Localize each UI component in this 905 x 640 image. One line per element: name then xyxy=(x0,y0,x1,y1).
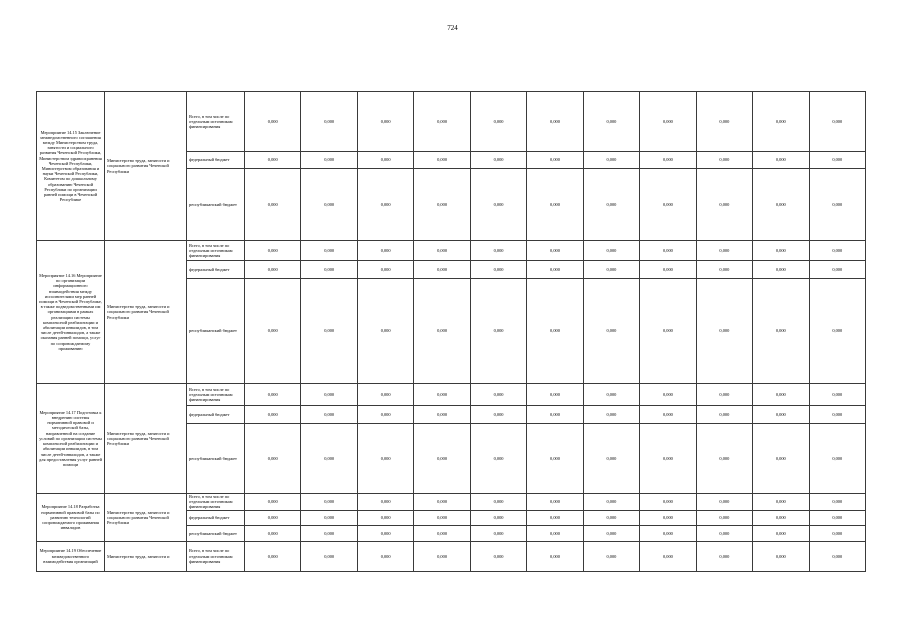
value-cell: 0,000 xyxy=(470,169,526,241)
value-cell: 0,000 xyxy=(696,494,752,511)
value-cell: 0,000 xyxy=(245,510,301,525)
value-cell: 0,000 xyxy=(753,261,809,279)
value-cell: 0,000 xyxy=(583,92,639,152)
value-cell: 0,000 xyxy=(357,406,413,424)
value-cell: 0,000 xyxy=(245,424,301,494)
value-cell: 0,000 xyxy=(301,494,357,511)
executor-cell: Министерство труда, занятости и социального развития Чеченской Республики xyxy=(105,241,187,384)
value-cell: 0,000 xyxy=(696,541,752,571)
table-row xyxy=(37,384,866,406)
value-cell: 0,000 xyxy=(696,525,752,541)
value-cell: 0,000 xyxy=(414,525,470,541)
value-cell: 0,000 xyxy=(470,152,526,169)
value-cell: 0,000 xyxy=(301,406,357,424)
value-cell: 0,000 xyxy=(414,406,470,424)
value-cell: 0,000 xyxy=(470,541,526,571)
funding-source-cell: Всего, в том числе по отдельным источникам финансирования xyxy=(187,92,245,152)
value-cell: 0,000 xyxy=(527,92,583,152)
value-cell: 0,000 xyxy=(696,152,752,169)
value-cell: 0,000 xyxy=(414,424,470,494)
value-cell: 0,000 xyxy=(753,384,809,406)
value-cell: 0,000 xyxy=(696,92,752,152)
value-cell: 0,000 xyxy=(753,494,809,511)
value-cell: 0,000 xyxy=(301,169,357,241)
value-cell: 0,000 xyxy=(640,541,696,571)
value-cell: 0,000 xyxy=(696,279,752,384)
value-cell: 0,000 xyxy=(527,152,583,169)
value-cell: 0,000 xyxy=(583,510,639,525)
value-cell: 0,000 xyxy=(640,279,696,384)
value-cell: 0,000 xyxy=(583,494,639,511)
value-cell: 0,000 xyxy=(470,261,526,279)
value-cell: 0,000 xyxy=(301,525,357,541)
value-cell: 0,000 xyxy=(696,384,752,406)
value-cell: 0,000 xyxy=(696,169,752,241)
value-cell: 0,000 xyxy=(583,525,639,541)
value-cell: 0,000 xyxy=(527,241,583,261)
value-cell: 0,000 xyxy=(640,406,696,424)
value-cell: 0,000 xyxy=(640,424,696,494)
value-cell: 0,000 xyxy=(809,152,865,169)
value-cell: 0,000 xyxy=(470,406,526,424)
value-cell: 0,000 xyxy=(753,510,809,525)
value-cell: 0,000 xyxy=(640,261,696,279)
value-cell: 0,000 xyxy=(245,92,301,152)
funding-source-cell: федеральный бюджет xyxy=(187,406,245,424)
value-cell: 0,000 xyxy=(753,169,809,241)
value-cell: 0,000 xyxy=(583,406,639,424)
value-cell: 0,000 xyxy=(696,241,752,261)
value-cell: 0,000 xyxy=(414,169,470,241)
value-cell: 0,000 xyxy=(527,406,583,424)
budget-table xyxy=(36,91,866,572)
value-cell: 0,000 xyxy=(470,525,526,541)
executor-cell: Министерство труда, занятости и xyxy=(105,541,187,571)
table-row xyxy=(37,92,866,152)
value-cell: 0,000 xyxy=(470,92,526,152)
value-cell: 0,000 xyxy=(753,279,809,384)
value-cell: 0,000 xyxy=(696,424,752,494)
value-cell: 0,000 xyxy=(753,152,809,169)
value-cell: 0,000 xyxy=(640,510,696,525)
value-cell: 0,000 xyxy=(301,152,357,169)
value-cell: 0,000 xyxy=(527,279,583,384)
measure-cell: Мероприятие 14.19 Обеспечение межведомственного взаимодействия организаций xyxy=(37,541,105,571)
value-cell: 0,000 xyxy=(245,241,301,261)
value-cell: 0,000 xyxy=(583,169,639,241)
value-cell: 0,000 xyxy=(357,384,413,406)
value-cell: 0,000 xyxy=(301,92,357,152)
value-cell: 0,000 xyxy=(640,494,696,511)
value-cell: 0,000 xyxy=(527,169,583,241)
value-cell: 0,000 xyxy=(640,384,696,406)
value-cell: 0,000 xyxy=(753,92,809,152)
measure-cell: Мероприятие 14.16 Мероприятие по организации информационного взаимодействия между исполнителями мер ранней помощи в Чеченской Республике, в также подведомственными им организациями в рамках реализации системы комплексной реабилитации и абилитации инвалидов, в том числе детей-инвалидов, а также оказания ранней помощи, услуг по сопровождаемому проживанию xyxy=(37,241,105,384)
value-cell: 0,000 xyxy=(583,279,639,384)
value-cell: 0,000 xyxy=(527,384,583,406)
value-cell: 0,000 xyxy=(809,424,865,494)
value-cell: 0,000 xyxy=(640,525,696,541)
value-cell: 0,000 xyxy=(301,384,357,406)
value-cell: 0,000 xyxy=(753,406,809,424)
page-number: 724 xyxy=(447,24,458,32)
value-cell: 0,000 xyxy=(527,541,583,571)
value-cell: 0,000 xyxy=(470,494,526,511)
value-cell: 0,000 xyxy=(357,169,413,241)
value-cell: 0,000 xyxy=(245,279,301,384)
value-cell: 0,000 xyxy=(414,241,470,261)
value-cell: 0,000 xyxy=(753,424,809,494)
value-cell: 0,000 xyxy=(583,384,639,406)
value-cell: 0,000 xyxy=(527,525,583,541)
value-cell: 0,000 xyxy=(414,152,470,169)
value-cell: 0,000 xyxy=(245,384,301,406)
value-cell: 0,000 xyxy=(753,541,809,571)
value-cell: 0,000 xyxy=(301,424,357,494)
value-cell: 0,000 xyxy=(696,510,752,525)
value-cell: 0,000 xyxy=(696,406,752,424)
value-cell: 0,000 xyxy=(470,510,526,525)
funding-source-cell: республиканский бюджет xyxy=(187,279,245,384)
value-cell: 0,000 xyxy=(583,261,639,279)
value-cell: 0,000 xyxy=(357,424,413,494)
measure-cell: Мероприятие 14.15 Заключение межведомственного соглашения между Министерством труда, занятости и социального развития Чеченской Республики, Министерством здравоохранения Чеченской Республики, Министерством образования и науки Чеченской Республики, Комитетом по дошкольному образованию Чеченской Республики по организации ранней помощи в Чеченской Республике xyxy=(37,92,105,241)
value-cell: 0,000 xyxy=(809,494,865,511)
value-cell: 0,000 xyxy=(583,152,639,169)
value-cell: 0,000 xyxy=(527,494,583,511)
value-cell: 0,000 xyxy=(640,241,696,261)
value-cell: 0,000 xyxy=(809,384,865,406)
funding-source-cell: Всего, в том числе по отдельным источникам финансирования xyxy=(187,541,245,571)
value-cell: 0,000 xyxy=(527,510,583,525)
funding-source-cell: Всего, в том числе по отдельным источникам финансирования xyxy=(187,241,245,261)
value-cell: 0,000 xyxy=(245,261,301,279)
value-cell: 0,000 xyxy=(753,525,809,541)
value-cell: 0,000 xyxy=(809,241,865,261)
funding-source-cell: Всего, в том числе по отдельным источникам финансирования xyxy=(187,384,245,406)
value-cell: 0,000 xyxy=(809,92,865,152)
value-cell: 0,000 xyxy=(245,152,301,169)
value-cell: 0,000 xyxy=(357,241,413,261)
executor-cell: Министерство труда, занятости и социального развития Чеченской Республики xyxy=(105,384,187,494)
value-cell: 0,000 xyxy=(696,261,752,279)
table-row xyxy=(37,494,866,511)
value-cell: 0,000 xyxy=(245,169,301,241)
value-cell: 0,000 xyxy=(809,510,865,525)
table-row xyxy=(37,241,866,261)
executor-cell: Министерство труда, занятости и социального развития Чеченской Республики xyxy=(105,92,187,241)
value-cell: 0,000 xyxy=(470,241,526,261)
value-cell: 0,000 xyxy=(640,169,696,241)
funding-source-cell: Всего, в том числе по отдельным источникам финансирования xyxy=(187,494,245,511)
value-cell: 0,000 xyxy=(809,541,865,571)
value-cell: 0,000 xyxy=(414,494,470,511)
table-row xyxy=(37,541,866,571)
value-cell: 0,000 xyxy=(357,152,413,169)
value-cell: 0,000 xyxy=(753,241,809,261)
value-cell: 0,000 xyxy=(357,541,413,571)
value-cell: 0,000 xyxy=(245,406,301,424)
value-cell: 0,000 xyxy=(301,541,357,571)
value-cell: 0,000 xyxy=(640,92,696,152)
funding-source-cell: федеральный бюджет xyxy=(187,510,245,525)
value-cell: 0,000 xyxy=(470,384,526,406)
value-cell: 0,000 xyxy=(357,525,413,541)
value-cell: 0,000 xyxy=(301,510,357,525)
funding-source-cell: республиканский бюджет xyxy=(187,424,245,494)
value-cell: 0,000 xyxy=(583,241,639,261)
value-cell: 0,000 xyxy=(301,261,357,279)
value-cell: 0,000 xyxy=(245,541,301,571)
value-cell: 0,000 xyxy=(414,261,470,279)
funding-source-cell: федеральный бюджет xyxy=(187,261,245,279)
value-cell: 0,000 xyxy=(414,384,470,406)
value-cell: 0,000 xyxy=(414,510,470,525)
value-cell: 0,000 xyxy=(809,525,865,541)
value-cell: 0,000 xyxy=(583,424,639,494)
value-cell: 0,000 xyxy=(470,279,526,384)
value-cell: 0,000 xyxy=(357,494,413,511)
value-cell: 0,000 xyxy=(583,541,639,571)
value-cell: 0,000 xyxy=(809,261,865,279)
value-cell: 0,000 xyxy=(245,494,301,511)
value-cell: 0,000 xyxy=(527,424,583,494)
value-cell: 0,000 xyxy=(640,152,696,169)
value-cell: 0,000 xyxy=(414,279,470,384)
value-cell: 0,000 xyxy=(809,406,865,424)
value-cell: 0,000 xyxy=(809,169,865,241)
value-cell: 0,000 xyxy=(414,92,470,152)
value-cell: 0,000 xyxy=(357,261,413,279)
value-cell: 0,000 xyxy=(527,261,583,279)
value-cell: 0,000 xyxy=(809,279,865,384)
funding-source-cell: республиканский бюджет xyxy=(187,525,245,541)
value-cell: 0,000 xyxy=(470,424,526,494)
value-cell: 0,000 xyxy=(357,92,413,152)
value-cell: 0,000 xyxy=(414,541,470,571)
value-cell: 0,000 xyxy=(301,241,357,261)
measure-cell: Мероприятие 14.17 Подготовка к внедрению системы нормативной правовой и методической базы, направленной на создание условий по организации системы комплексной реабилитации и абилитации инвалидов, в том числе детей-инвалидов, а также для предоставления услуг ранней помощи xyxy=(37,384,105,494)
value-cell: 0,000 xyxy=(301,279,357,384)
measure-cell: Мероприятие 14.18 Разработка нормативной правовой базы по развитию технологий сопровождаемого проживания инвалидов xyxy=(37,494,105,542)
value-cell: 0,000 xyxy=(357,510,413,525)
value-cell: 0,000 xyxy=(357,279,413,384)
value-cell: 0,000 xyxy=(245,525,301,541)
funding-source-cell: федеральный бюджет xyxy=(187,152,245,169)
executor-cell: Министерство труда, занятости и социального развития Чеченской Республики xyxy=(105,494,187,542)
funding-source-cell: республиканский бюджет xyxy=(187,169,245,241)
